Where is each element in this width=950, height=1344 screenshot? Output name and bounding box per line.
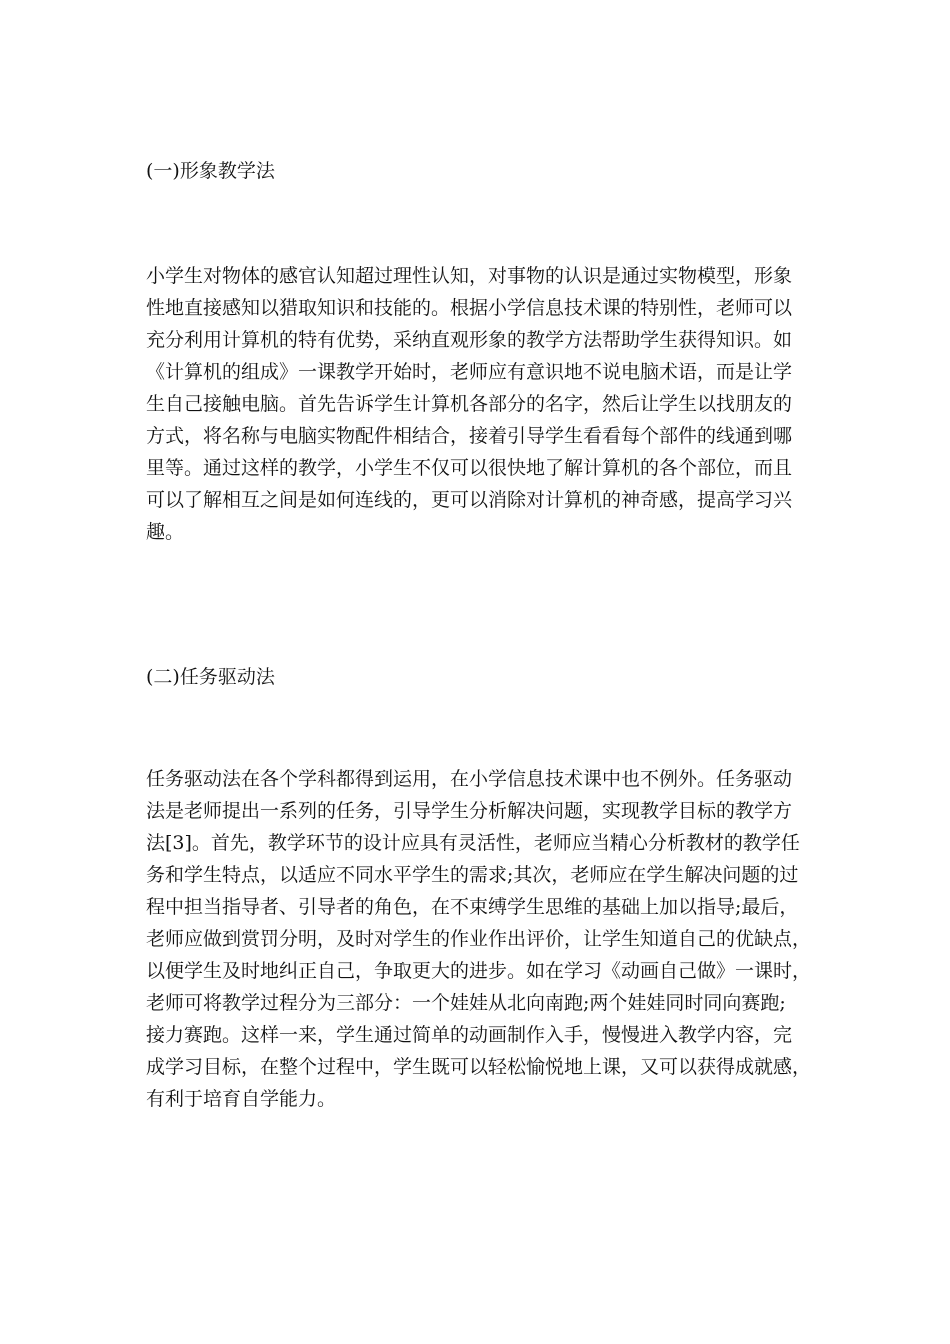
paragraph-line: 生自己接触电脑。首先告诉学生计算机各部分的名字，然后让学生以找朋友的 — [146, 393, 793, 415]
paragraph-line: 成学习目标，在整个过程中，学生既可以轻松愉悦地上课，又可以获得成就感， — [146, 1056, 812, 1078]
paragraph-line: 《计算机的组成》一课教学开始时，老师应有意识地不说电脑术语，而是让学 — [146, 361, 793, 383]
paragraph-line: 充分利用计算机的特有优势，采纳直观形象的教学方法帮助学生获得知识。如 — [146, 329, 793, 351]
paragraph-line: 务和学生特点，以适应不同水平学生的需求;其次，老师应在学生解决问题的过 — [146, 864, 799, 886]
paragraph-line: 法[3]。首先，教学环节的设计应具有灵活性，老师应当精心分析教材的教学任 — [146, 832, 800, 854]
paragraph-line: 接力赛跑。这样一来，学生通过简单的动画制作入手，慢慢进入教学内容，完 — [146, 1024, 793, 1046]
paragraph-line: 有利于培育自学能力。 — [146, 1088, 337, 1110]
section-heading-1: (一)形象教学法 — [146, 160, 275, 182]
paragraph-line: 性地直接感知以猎取知识和技能的。根据小学信息技术课的特别性，老师可以 — [146, 297, 793, 319]
paragraph-line: 老师可将教学过程分为三部分：一个娃娃从北向南跑;两个娃娃同时同向赛跑; — [146, 992, 786, 1014]
section-paragraph-1 — [146, 260, 806, 548]
paragraph-line: 程中担当指导者、引导者的角色，在不束缚学生思维的基础上加以指导;最后， — [146, 896, 799, 918]
paragraph-line: 任务驱动法在各个学科都得到运用，在小学信息技术课中也不例外。任务驱动 — [146, 768, 793, 790]
paragraph-line: 可以了解相互之间是如何连线的，更可以消除对计算机的神奇感，提高学习兴 — [146, 489, 793, 511]
section-heading-2: (二)任务驱动法 — [146, 666, 275, 688]
paragraph-line: 方式，将名称与电脑实物配件相结合，接着引导学生看看每个部件的线通到哪 — [146, 425, 793, 447]
paragraph-line: 老师应做到赏罚分明，及时对学生的作业作出评价，让学生知道自己的优缺点， — [146, 928, 812, 950]
paragraph-line: 小学生对物体的感官认知超过理性认知，对事物的认识是通过实物模型，形象 — [146, 265, 793, 287]
paragraph-line: 以便学生及时地纠正自己，争取更大的进步。如在学习《动画自己做》一课时， — [146, 960, 812, 982]
section-paragraph-2 — [146, 763, 812, 1115]
paragraph-line: 趣。 — [146, 521, 185, 543]
paragraph-line: 法是老师提出一系列的任务，引导学生分析解决问题，实现教学目标的教学方 — [146, 800, 793, 822]
paragraph-line: 里等。通过这样的教学，小学生不仅可以很快地了解计算机的各个部位，而且 — [146, 457, 793, 479]
